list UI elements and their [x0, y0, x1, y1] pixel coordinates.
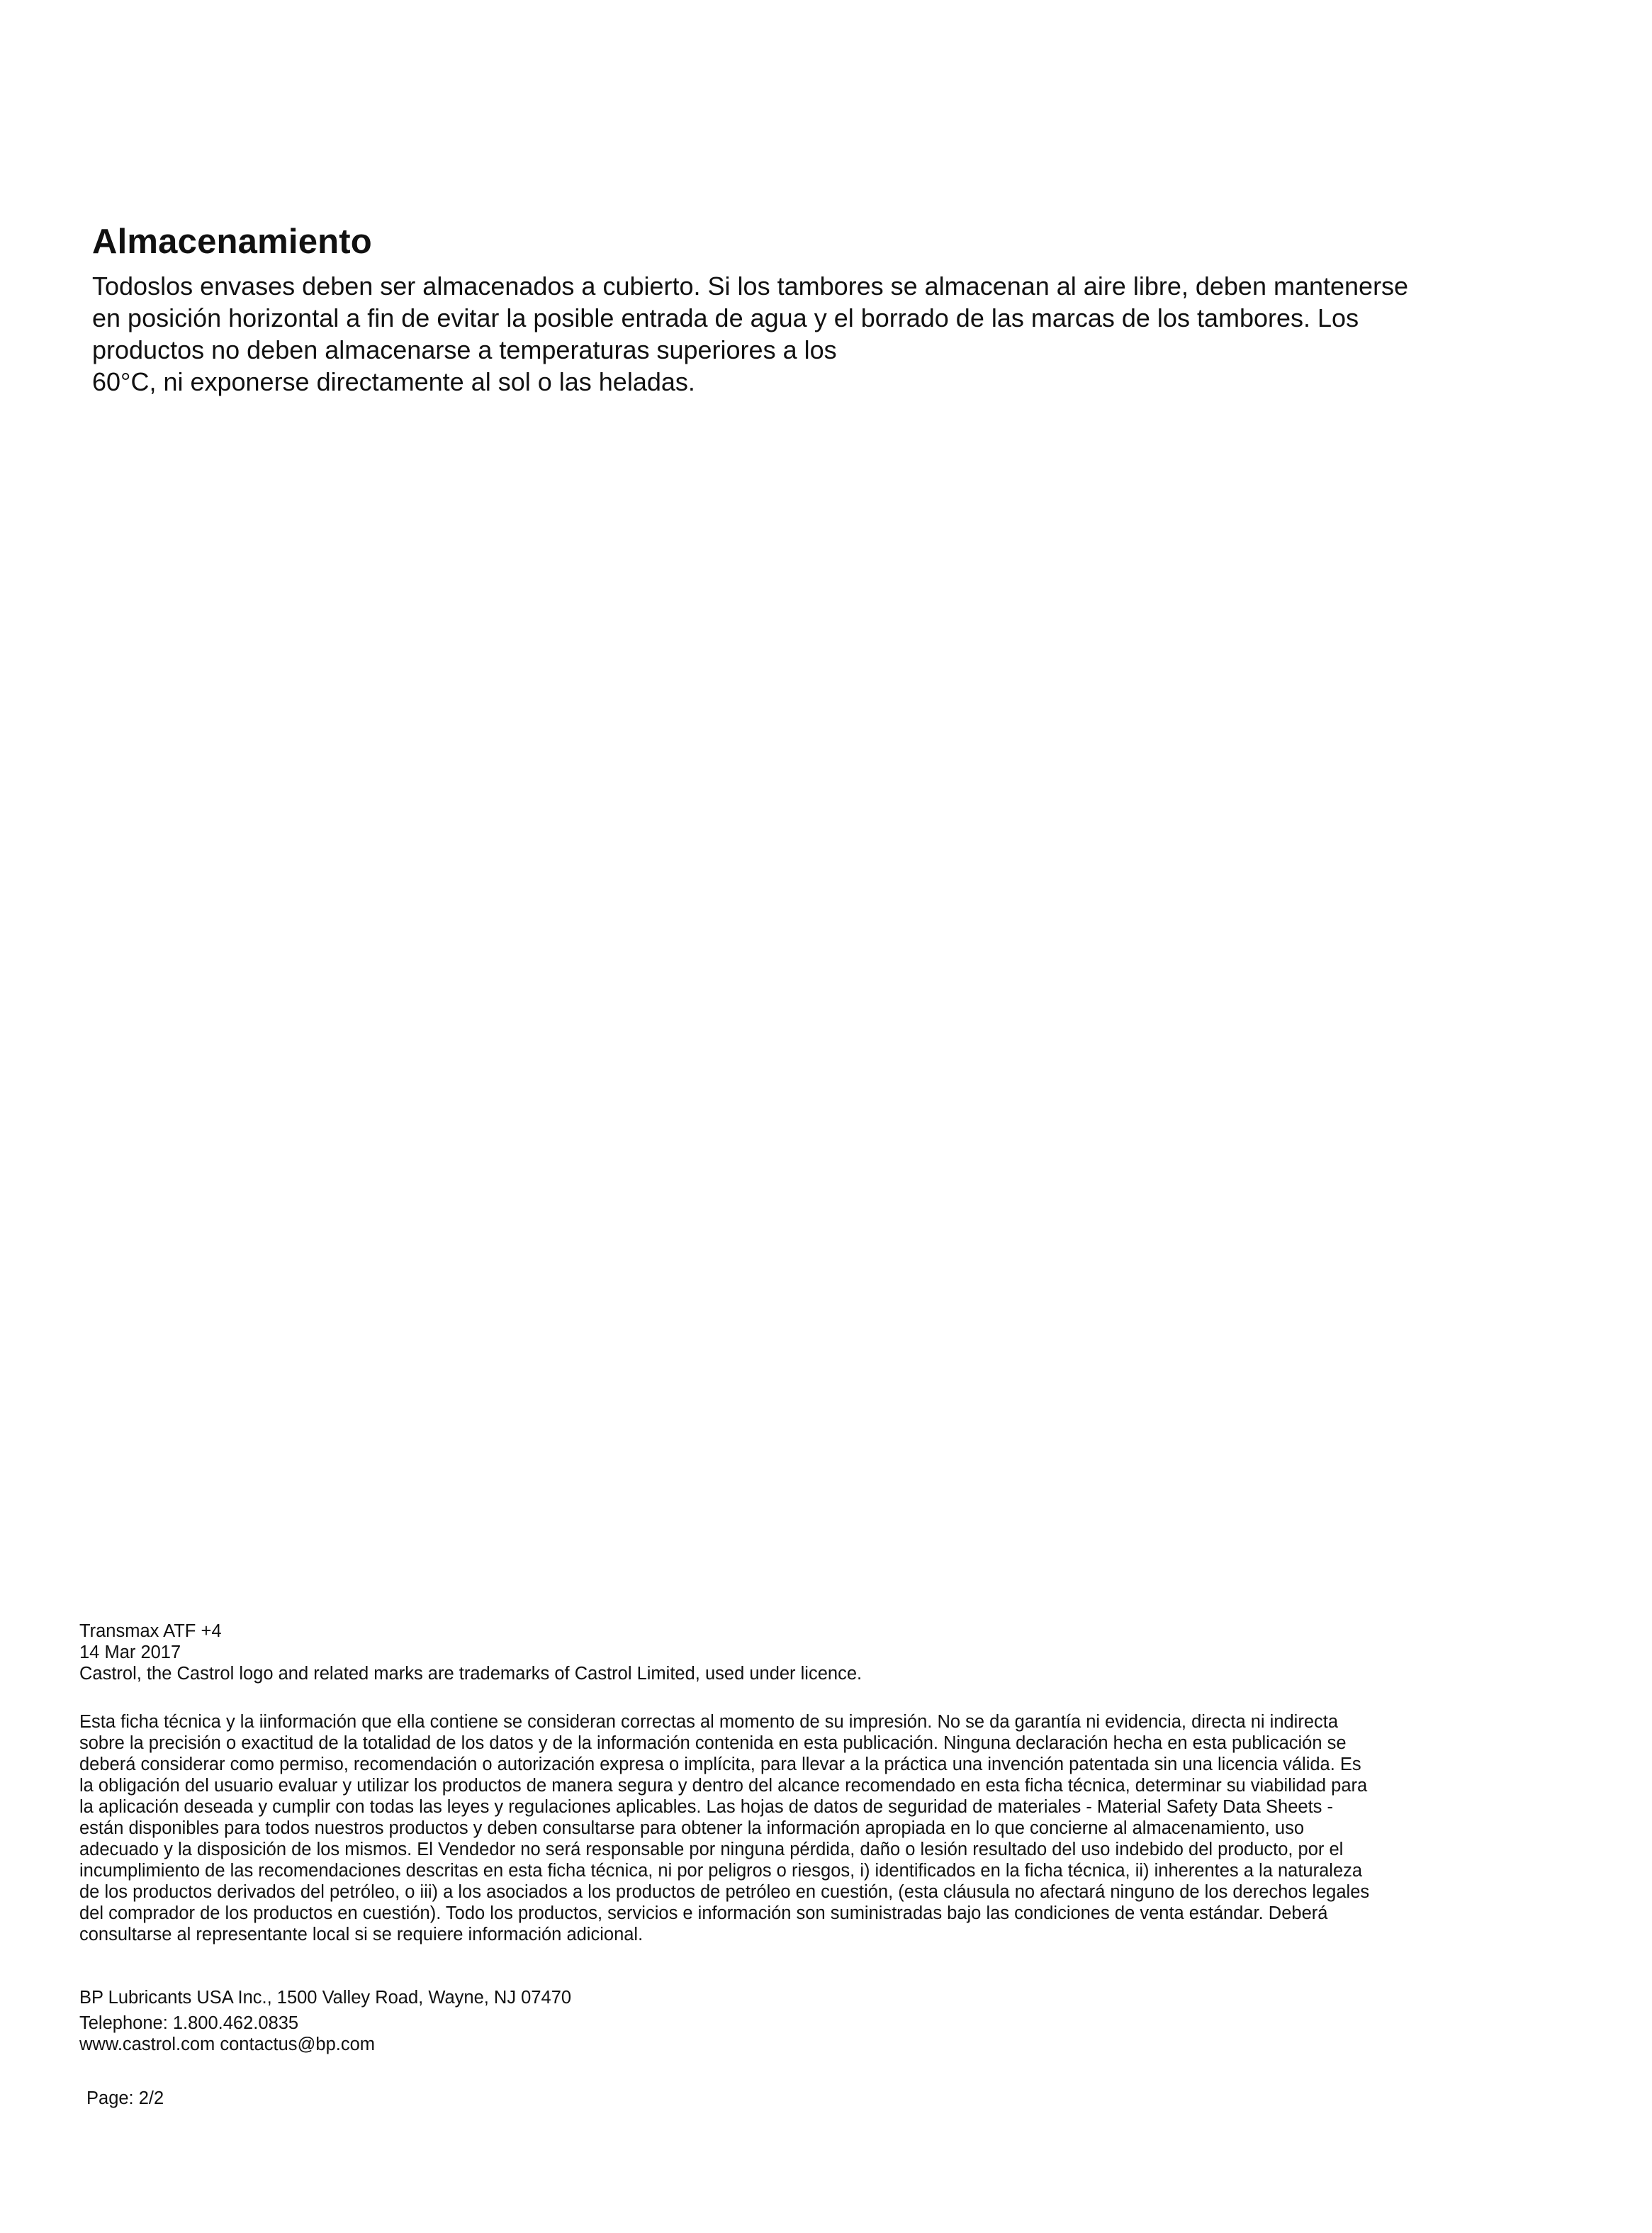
company-address: BP Lubricants USA Inc., 1500 Valley Road, Wayne, NJ 07470	[79, 1988, 572, 2008]
disclaimer-line: deberá considerar como permiso, recomendación o autorización expresa o implícita, para llevar a la práctica una invención patentada sin una licencia válida. Es	[79, 1754, 1361, 1774]
storage-line: productos no deben almacenarse a temperaturas superiores a los	[92, 335, 837, 364]
telephone: Telephone: 1.800.462.0835	[79, 2013, 299, 2033]
disclaimer-line: del comprador de los productos en cuestión). Todo los productos, servicios e información son suministradas bajo las condiciones de venta estándar. Deberá	[79, 1903, 1328, 1923]
storage-line: en posición horizontal a fin de evitar la posible entrada de agua y el borrado de las marcas de los tambores. Los	[92, 303, 1359, 332]
disclaimer-line: de los productos derivados del petróleo, o iii) a los asociados a los productos de petróleo en cuestión, (esta cláusula no afectará ninguno de los derechos legales	[79, 1882, 1370, 1902]
disclaimer	[79, 1711, 1532, 1945]
product-meta	[79, 1621, 1532, 1684]
disclaimer-line: la aplicación deseada y cumplir con todas las leyes y regulaciones aplicables. Las hojas de datos de seguridad de materiales - Material Safety Data Sheets -	[79, 1797, 1333, 1817]
disclaimer-line: incumplimiento de las recomendaciones descritas en esta ficha técnica, ni por peligros o riesgos, i) identificados en la ficha técnica, ii) inherentes a la naturaleza	[79, 1861, 1363, 1881]
storage-line: Todoslos envases deben ser almacenados a cubierto. Si los tambores se almacenan al aire libre, deben mantenerse	[92, 271, 1409, 301]
trademark-notice: Castrol, the Castrol logo and related marks are trademarks of Castrol Limited, used under licence.	[79, 1664, 862, 1684]
storage-paragraph	[92, 270, 1510, 398]
disclaimer-line: adecuado y la disposición de los mismos. El Vendedor no será responsable por ninguna pérdida, daño o lesión resultado del uso indebido del producto, por el	[79, 1840, 1344, 1859]
storage-heading: Almacenamiento	[92, 223, 372, 261]
publication-date: 14 Mar 2017	[79, 1642, 181, 1662]
disclaimer-line: están disponibles para todos nuestros productos y deben consultarse para obtener la información apropiada en lo que concierne al almacenamiento, uso	[79, 1818, 1305, 1838]
disclaimer-line: sobre la precisión o exactitud de la totalidad de los datos y de la información contenida en esta publicación. Ninguna declaración hecha en esta publicación se	[79, 1733, 1347, 1753]
disclaimer-line: consultarse al representante local si se requiere información adicional.	[79, 1925, 644, 1944]
disclaimer-line: la obligación del usuario evaluar y utilizar los productos de manera segura y dentro del alcance recomendado en esta ficha técnica, determinar su viabilidad para	[79, 1776, 1368, 1796]
web-email: www.castrol.com contactus@bp.com	[79, 2035, 376, 2054]
contact-info	[79, 1987, 1532, 2055]
product-name: Transmax ATF +4	[79, 1621, 222, 1641]
disclaimer-line: Esta ficha técnica y la iinformación que ella contiene se consideran correctas al momento de su impresión. No se da garantía ni evidencia, directa ni indirecta	[79, 1712, 1339, 1732]
storage-line: 60°C, ni exponerse directamente al sol o las heladas.	[92, 366, 695, 396]
storage-section	[92, 221, 1510, 398]
page-number: Page: 2/2	[86, 2088, 164, 2108]
